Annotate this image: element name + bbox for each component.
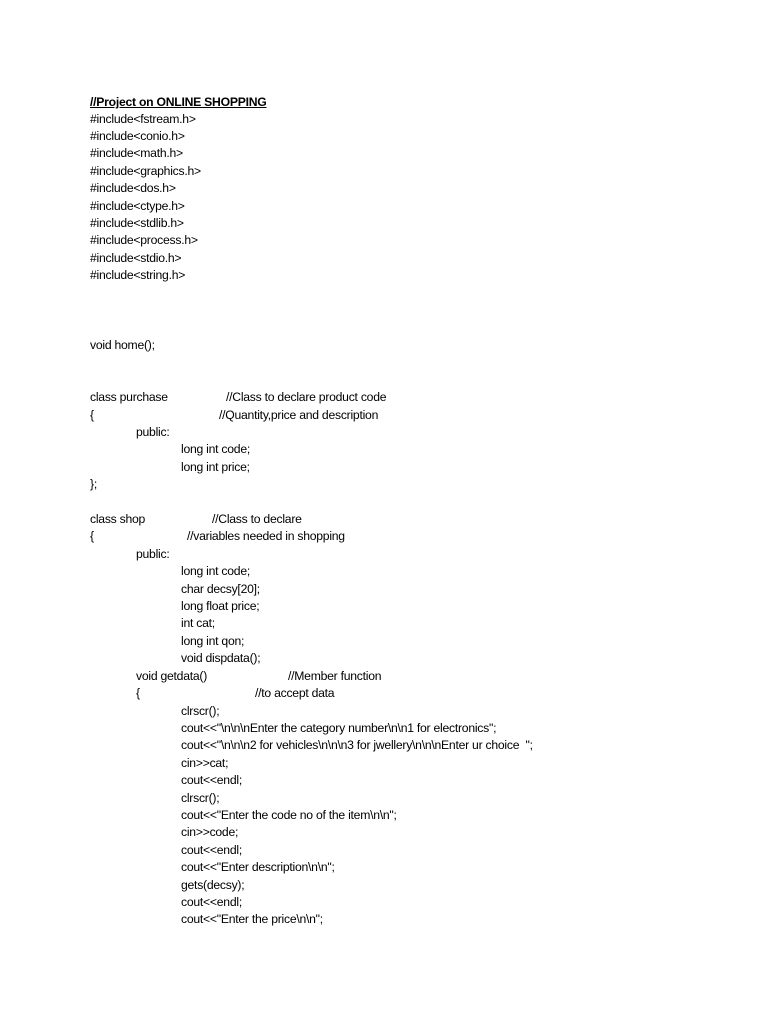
shop-public-label: public: <box>136 547 170 561</box>
purchase-class-decl: class purchase <box>90 390 168 404</box>
purchase-open-brace: { <box>90 408 94 422</box>
shop-member: long int qon; <box>181 634 245 648</box>
getdata-statement: cout<<endl; <box>181 843 242 857</box>
purchase-member: long int price; <box>181 460 250 474</box>
shop-member: long float price; <box>181 599 260 613</box>
getdata-statement: cout<<endl; <box>181 895 242 909</box>
include-line: #include<conio.h> <box>90 129 185 143</box>
getdata-statement: cin>>code; <box>181 825 239 839</box>
getdata-decl: void getdata() <box>136 669 208 683</box>
purchase-close: }; <box>90 477 97 491</box>
shop-member: char decsy[20]; <box>181 582 260 596</box>
include-line: #include<ctype.h> <box>90 199 185 213</box>
getdata-comment: //Member function <box>288 669 382 683</box>
purchase-comment: //Class to declare product code <box>226 390 387 404</box>
getdata-statement: cin>>cat; <box>181 756 229 770</box>
getdata-statement: cout<<"Enter the code no of the item\n\n"; <box>181 808 397 822</box>
include-line: #include<stdlib.h> <box>90 216 184 230</box>
getdata-comment: //to accept data <box>255 686 335 700</box>
shop-class-decl: class shop <box>90 512 146 526</box>
getdata-statement: clrscr(); <box>181 704 220 718</box>
include-line: #include<string.h> <box>90 268 186 282</box>
getdata-statement: cout<<"Enter description\n\n"; <box>181 860 335 874</box>
shop-member: void dispdata(); <box>181 651 261 665</box>
home-prototype: void home(); <box>90 338 155 352</box>
include-line: #include<dos.h> <box>90 181 176 195</box>
purchase-comment: //Quantity,price and description <box>219 408 379 422</box>
getdata-statement: cout<<"Enter the price\n\n"; <box>181 912 323 926</box>
getdata-statement: clrscr(); <box>181 791 220 805</box>
getdata-statement: gets(decsy); <box>181 878 245 892</box>
getdata-statement: cout<<endl; <box>181 773 242 787</box>
shop-comment: //Class to declare <box>212 512 302 526</box>
getdata-open-brace: { <box>136 686 140 700</box>
include-line: #include<stdio.h> <box>90 251 182 265</box>
include-line: #include<graphics.h> <box>90 164 201 178</box>
include-line: #include<fstream.h> <box>90 112 196 126</box>
shop-member: int cat; <box>181 616 215 630</box>
document-heading: //Project on ONLINE SHOPPING <box>90 95 267 109</box>
shop-member: long int code; <box>181 564 251 578</box>
include-line: #include<process.h> <box>90 233 198 247</box>
purchase-member: long int code; <box>181 442 251 456</box>
getdata-statement: cout<<"\n\n\n2 for vehicles\n\n\n3 for jwellery\n\n\nEnter ur choice "; <box>181 738 533 752</box>
purchase-public-label: public: <box>136 425 170 439</box>
shop-comment: //variables needed in shopping <box>187 529 345 543</box>
getdata-statement: cout<<"\n\n\nEnter the category number\n\n1 for electronics"; <box>181 721 497 735</box>
shop-open-brace: { <box>90 529 94 543</box>
include-line: #include<math.h> <box>90 146 183 160</box>
